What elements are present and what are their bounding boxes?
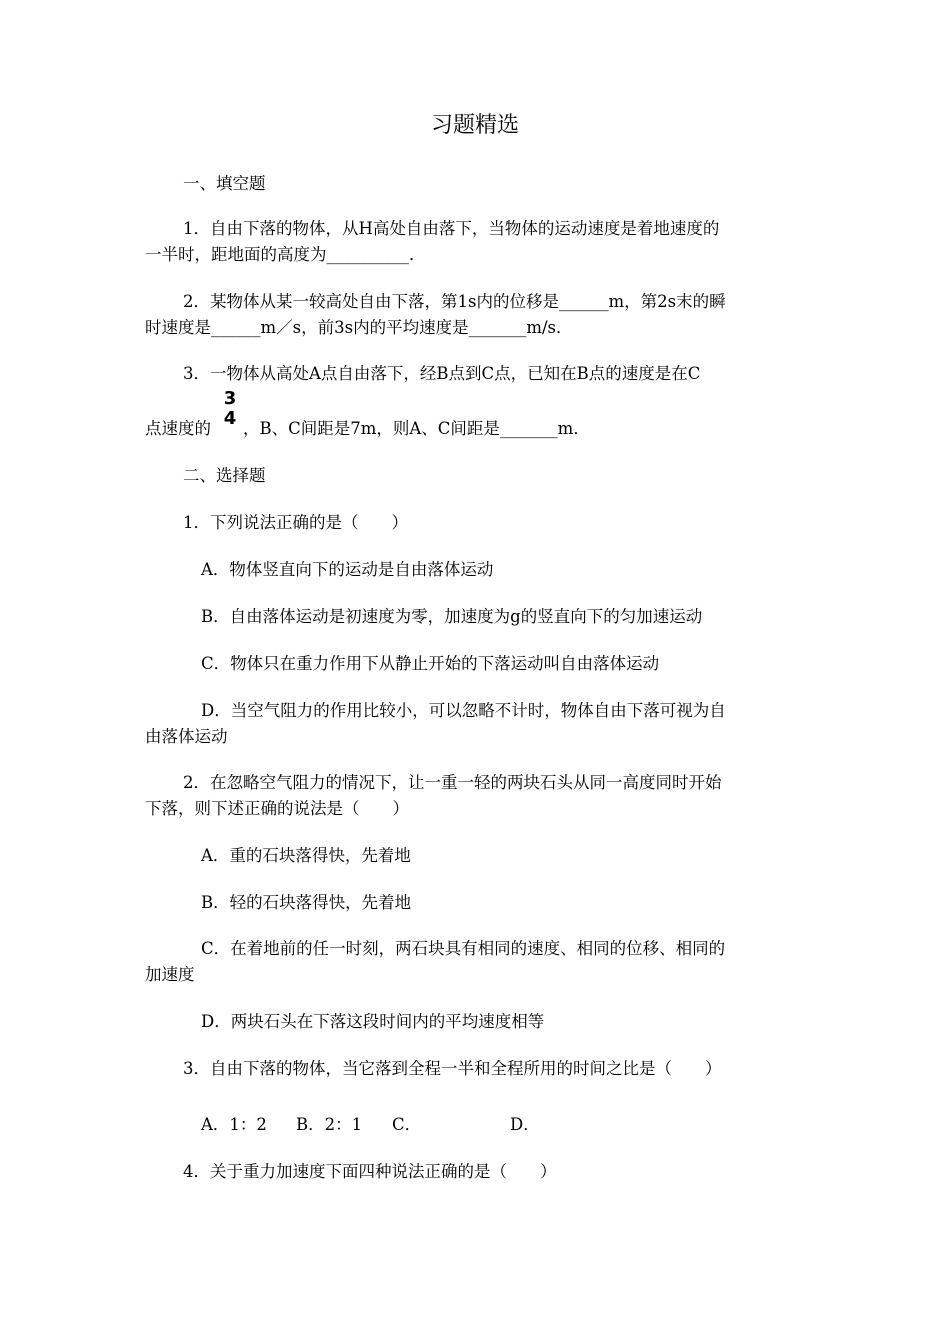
- mc-q1-option-c: C．物体只在重力作用下从静止开始的下落运动叫自由落体运动: [201, 654, 660, 673]
- mc-q4-stem: 4．关于重力加速度下面四种说法正确的是（ ）: [183, 1162, 557, 1181]
- mc-q2-option-d: D．两块石头在下落这段时间内的平均速度相等: [201, 1012, 545, 1031]
- mc-q3-option-a: A．1：2: [201, 1115, 267, 1134]
- fill-q2-line1: 2．某物体从某一较高处自由下落，第1s内的位移是______m，第2s末的瞬: [183, 292, 726, 311]
- mc-q2-stem-line2: 下落，则下述正确的说法是（ ）: [145, 799, 409, 818]
- mc-q1-stem: 1．下列说法正确的是（ ）: [183, 513, 408, 532]
- mc-q3-stem: 3．自由下落的物体，当它落到全程一半和全程所用的时间之比是（ ）: [183, 1059, 722, 1078]
- mc-q3-option-c: C．: [392, 1115, 422, 1134]
- mc-q1-option-b: B．自由落体运动是初速度为零，加速度为g的竖直向下的匀加速运动: [201, 607, 703, 626]
- fill-q1-line2: 一半时，距地面的高度为__________．: [145, 245, 426, 264]
- mc-q2-option-a: A．重的石块落得快，先着地: [201, 846, 411, 865]
- mc-q2-option-c-line2: 加速度: [145, 965, 195, 984]
- mc-q1-option-d-line2: 由落体运动: [145, 727, 228, 746]
- mc-q2-stem-line1: 2．在忽略空气阻力的情况下，让一重一轻的两块石头从同一高度同时开始: [183, 773, 722, 792]
- fraction-denominator: 4: [223, 408, 237, 429]
- fill-q2-line2: 时速度是______m／s，前3s内的平均速度是_______m/s．: [145, 318, 573, 337]
- fill-q3-line2-suffix: ，B、C间距是7m，则A、C间距是_______m．: [243, 419, 590, 438]
- mc-q1-option-a: A．物体竖直向下的运动是自由落体运动: [201, 560, 494, 579]
- page-title: 习题精选: [430, 113, 519, 138]
- fraction-numerator: 3: [223, 388, 237, 409]
- mc-q3-option-b: B．2：1: [296, 1115, 363, 1134]
- fill-q3-line1: 3．一物体从高处A点自由落下，经B点到C点，已知在B点的速度是在C: [183, 364, 701, 383]
- mc-q3-option-d: D．: [510, 1115, 540, 1134]
- fill-q1-line1: 1．自由下落的物体，从H高处自由落下，当物体的运动速度是着地速度的: [183, 219, 720, 238]
- section-heading-multiple-choice: 二、选择题: [183, 466, 266, 485]
- mc-q2-option-b: B．轻的石块落得快，先着地: [201, 893, 412, 912]
- mc-q1-option-d-line1: D．当空气阻力的作用比较小，可以忽略不计时，物体自由下落可视为自: [201, 701, 726, 720]
- fill-q3-line2-prefix: 点速度的: [145, 419, 211, 438]
- mc-q2-option-c-line1: C．在着地前的任一时刻，两石块具有相同的速度、相同的位移、相同的: [201, 939, 726, 958]
- section-heading-fill-blank: 一、填空题: [183, 174, 266, 193]
- fraction-three-quarters: [222, 389, 238, 429]
